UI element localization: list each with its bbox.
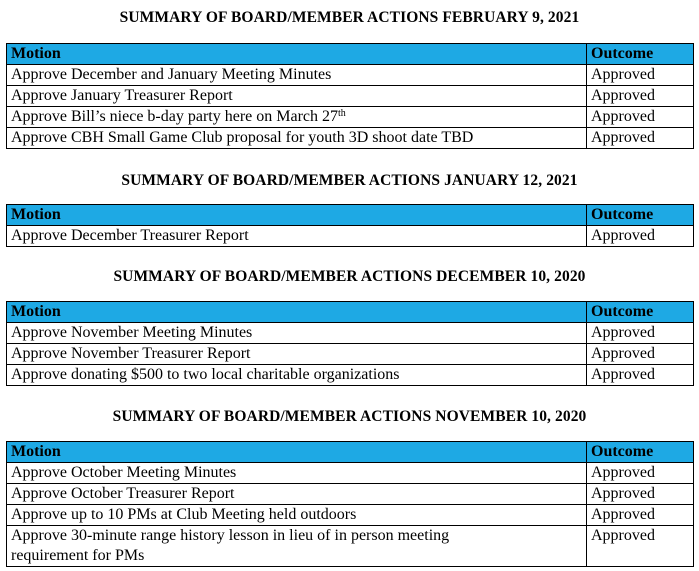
outcome-cell: Approved	[587, 107, 694, 128]
motion-cell: Approve 30-minute range history lesson in lieu of in person meeting requirement for PMs	[7, 526, 587, 567]
motion-cell: Approve January Treasurer Report	[7, 86, 587, 107]
outcome-cell: Approved	[587, 526, 694, 567]
section-title-nov-2020: SUMMARY OF BOARD/MEMBER ACTIONS NOVEMBER 10, 2020	[112, 408, 587, 425]
table-row	[7, 505, 694, 526]
motion-column-header: Motion	[7, 442, 587, 463]
outcome-cell: Approved	[587, 505, 694, 526]
table-row	[7, 107, 694, 128]
outcome-cell: Approved	[587, 365, 694, 386]
outcome-cell: Approved	[587, 86, 694, 107]
motion-cell	[7, 107, 587, 128]
section-title-feb-2021: SUMMARY OF BOARD/MEMBER ACTIONS FEBRUARY 9, 2021	[119, 9, 580, 26]
motion-cell: Approve CBH Small Game Club proposal for youth 3D shoot date TBD	[7, 128, 587, 149]
motion-cell: Approve donating $500 to two local charitable organizations	[7, 365, 587, 386]
motion-text: Approve Bill’s niece b-day party here on March 27	[11, 108, 339, 125]
ordinal-superscript: th	[338, 108, 346, 119]
table-row	[7, 86, 694, 107]
outcome-column-header: Outcome	[587, 442, 694, 463]
motions-table-nov-2020	[6, 441, 694, 567]
outcome-cell: Approved	[587, 128, 694, 149]
table-header-row	[7, 205, 694, 226]
motion-column-header: Motion	[7, 302, 587, 323]
table-row	[7, 226, 694, 247]
table-row	[7, 323, 694, 344]
table-header-row	[7, 302, 694, 323]
table-header-row	[7, 44, 694, 65]
table-row	[7, 463, 694, 484]
table-row	[7, 344, 694, 365]
table-row	[7, 526, 694, 567]
motions-table-feb-2021	[6, 43, 694, 149]
table-row	[7, 65, 694, 86]
outcome-column-header: Outcome	[587, 302, 694, 323]
outcome-cell: Approved	[587, 323, 694, 344]
table-row	[7, 365, 694, 386]
motion-column-header: Motion	[7, 44, 587, 65]
motion-cell: Approve December Treasurer Report	[7, 226, 587, 247]
outcome-cell: Approved	[587, 65, 694, 86]
outcome-cell: Approved	[587, 463, 694, 484]
motion-cell: Approve October Treasurer Report	[7, 484, 587, 505]
outcome-cell: Approved	[587, 226, 694, 247]
outcome-cell: Approved	[587, 484, 694, 505]
section-title-dec-2020: SUMMARY OF BOARD/MEMBER ACTIONS DECEMBER 10, 2020	[113, 268, 586, 285]
motions-table-jan-2021	[6, 204, 694, 247]
table-row	[7, 128, 694, 149]
section-title-jan-2021: SUMMARY OF BOARD/MEMBER ACTIONS JANUARY 12, 2021	[121, 172, 578, 189]
table-header-row	[7, 442, 694, 463]
motions-table-dec-2020	[6, 301, 694, 386]
table-row	[7, 484, 694, 505]
motion-cell: Approve November Treasurer Report	[7, 344, 587, 365]
motion-cell: Approve December and January Meeting Minutes	[7, 65, 587, 86]
outcome-cell: Approved	[587, 344, 694, 365]
motion-column-header: Motion	[7, 205, 587, 226]
outcome-column-header: Outcome	[587, 205, 694, 226]
motion-cell: Approve up to 10 PMs at Club Meeting held outdoors	[7, 505, 587, 526]
motion-cell: Approve October Meeting Minutes	[7, 463, 587, 484]
motion-cell: Approve November Meeting Minutes	[7, 323, 587, 344]
outcome-column-header: Outcome	[587, 44, 694, 65]
